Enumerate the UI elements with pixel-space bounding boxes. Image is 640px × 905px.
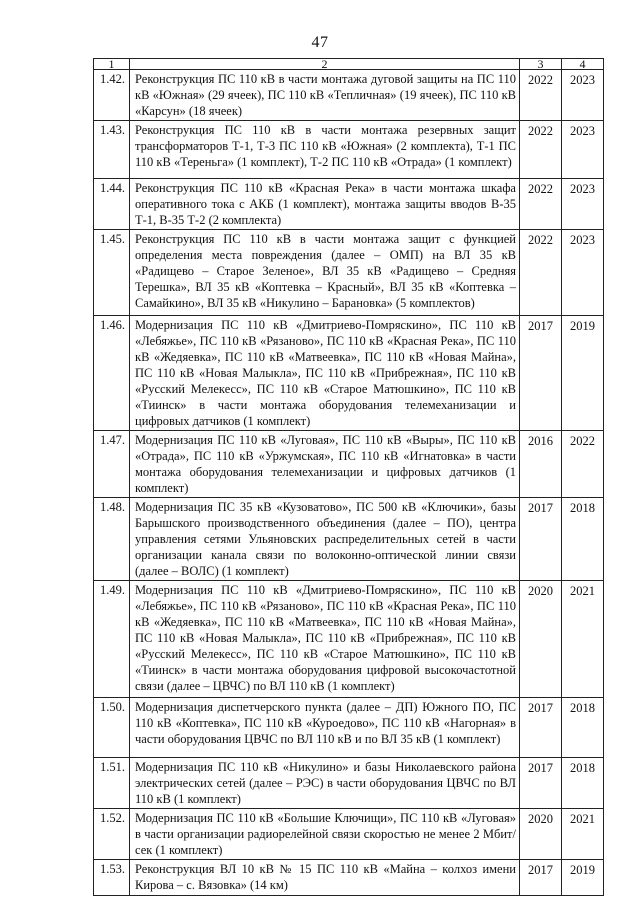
row-end-year: 2018 xyxy=(562,698,604,758)
row-description: Модернизация ПС 110 кВ «Дмитриево-Помряскино», ПС 110 кВ «Лебяжье», ПС 110 кВ «Рязаново», ПС 110 кВ «Красная Река», ПС 110 кВ «Жедяевка», ПС 110 кВ «Матвеевка», ПС 110 кВ «Новая Майна», ПС 110 кВ «Новая Малыкла», ПС 110 кВ «Прибрежная», ПС 110 кВ «Русский Мелекесс», ПС 110 кВ «Старое Матюшкино», ПС 110 кВ «Тиинск» в части монтажа оборудования цифровой высокочастотной связи (далее – ЦВЧС) по ВЛ 110 кВ (1 комплект) xyxy=(130,581,520,698)
row-end-year: 2023 xyxy=(562,70,604,121)
row-description: Реконструкция ПС 110 кВ «Красная Река» в части монтажа шкафа оперативного тока с АКБ (1 комплект), монтажа защиты вводов В-35 Т-1, В-35 Т-2 (2 комплекта) xyxy=(130,179,520,230)
table-row xyxy=(94,698,604,758)
row-end-year: 2023 xyxy=(562,179,604,230)
table-row xyxy=(94,179,604,230)
table-row xyxy=(94,121,604,179)
row-start-year: 2022 xyxy=(520,70,562,121)
table-row xyxy=(94,860,604,896)
row-end-year: 2021 xyxy=(562,809,604,860)
row-description: Реконструкция ПС 110 кВ в части монтажа защит с функцией определения места повреждения (далее – ОМП) на ВЛ 35 кВ «Радищево – Старое Зеленое», ВЛ 35 кВ «Радищево – Средняя Терешка», ВЛ 35 кВ «Коптевка – Красный», ВЛ 35 кВ «Коптевка – Самайкино», ВЛ 35 кВ «Никулино – Барановка» (5 комплектов) xyxy=(130,230,520,316)
table-row xyxy=(94,809,604,860)
row-number: 1.42. xyxy=(94,70,130,121)
table-header-row xyxy=(94,59,604,70)
row-number: 1.52. xyxy=(94,809,130,860)
row-start-year: 2017 xyxy=(520,316,562,431)
table-row xyxy=(94,581,604,698)
row-description: Модернизация ПС 110 кВ «Луговая», ПС 110 кВ «Выры», ПС 110 кВ «Отрада», ПС 110 кВ «Уржумская», ПС 110 кВ «Игнатовка» в части монтажа оборудования телемеханизации и цифровых датчиков (1 комплект) xyxy=(130,431,520,498)
row-start-year: 2016 xyxy=(520,431,562,498)
measures-table xyxy=(93,58,604,896)
row-start-year: 2022 xyxy=(520,179,562,230)
table-row xyxy=(94,431,604,498)
row-end-year: 2019 xyxy=(562,860,604,896)
row-number: 1.44. xyxy=(94,179,130,230)
row-number: 1.49. xyxy=(94,581,130,698)
row-number: 1.45. xyxy=(94,230,130,316)
row-start-year: 2017 xyxy=(520,758,562,809)
row-start-year: 2020 xyxy=(520,581,562,698)
row-start-year: 2022 xyxy=(520,230,562,316)
row-end-year: 2022 xyxy=(562,431,604,498)
row-start-year: 2017 xyxy=(520,860,562,896)
row-end-year: 2018 xyxy=(562,498,604,581)
row-end-year: 2019 xyxy=(562,316,604,431)
row-description: Модернизация диспетчерского пункта (далее – ДП) Южного ПО, ПС 110 кВ «Коптевка», ПС 110 кВ «Куроедово», ПС 110 кВ «Нагорная» в части оборудования ЦВЧС по ВЛ 110 кВ и по ВЛ 35 кВ (1 комплект) xyxy=(130,698,520,758)
row-number: 1.48. xyxy=(94,498,130,581)
row-end-year: 2023 xyxy=(562,230,604,316)
row-description: Реконструкция ВЛ 10 кВ № 15 ПС 110 кВ «Майна – колхоз имени Кирова – с. Вязовка» (14 км) xyxy=(130,860,520,896)
row-description: Реконструкция ПС 110 кВ в части монтажа дуговой защиты на ПС 110 кВ «Южная» (29 ячеек), ПС 110 кВ «Тепличная» (19 ячеек), ПС 110 кВ «Карсун» (18 ячеек) xyxy=(130,70,520,121)
page-number: 47 xyxy=(311,34,329,51)
row-end-year: 2018 xyxy=(562,758,604,809)
row-start-year: 2017 xyxy=(520,698,562,758)
row-description: Модернизация ПС 110 кВ «Дмитриево-Помряскино», ПС 110 кВ «Лебяжье», ПС 110 кВ «Рязаново», ПС 110 кВ «Красная Река», ПС 110 кВ «Жедяевка», ПС 110 кВ «Матвеевка», ПС 110 кВ «Новая Майна», ПС 110 кВ «Новая Малыкла», ПС 110 кВ «Прибрежная», ПС 110 кВ «Русский Мелекесс», ПС 110 кВ «Старое Матюшкино», ПС 110 кВ «Тиинск» в части монтажа оборудования телемеханизации и цифровых датчиков (1 комплект) xyxy=(130,316,520,431)
row-description: Реконструкция ПС 110 кВ в части монтажа резервных защит трансформаторов Т-1, Т-3 ПС 110 кВ «Южная» (2 комплекта), Т-1 ПС 110 кВ «Тереньга» (1 комплект), Т-2 ПС 110 кВ «Отрада» (1 комплект) xyxy=(130,121,520,179)
row-description: Модернизация ПС 110 кВ «Большие Ключищи», ПС 110 кВ «Луговая» в части организации радиорелейной связи скоростью не менее 2 Мбит/сек (1 комплект) xyxy=(130,809,520,860)
table-row xyxy=(94,70,604,121)
row-description: Модернизация ПС 35 кВ «Кузоватово», ПС 500 кВ «Ключики», базы Барышского производственного объединения (далее – ПО), центра управления сетями Ульяновских распределительных сетей в части организации канала связи по волоконно-оптической линии связи (далее – ВОЛС) (1 комплект) xyxy=(130,498,520,581)
column-header-3: 3 xyxy=(520,59,562,70)
table-row xyxy=(94,758,604,809)
table-row xyxy=(94,316,604,431)
row-number: 1.47. xyxy=(94,431,130,498)
column-header-2: 2 xyxy=(130,59,520,70)
row-number: 1.51. xyxy=(94,758,130,809)
row-number: 1.43. xyxy=(94,121,130,179)
row-end-year: 2023 xyxy=(562,121,604,179)
row-start-year: 2022 xyxy=(520,121,562,179)
row-start-year: 2020 xyxy=(520,809,562,860)
table-row xyxy=(94,498,604,581)
row-number: 1.46. xyxy=(94,316,130,431)
row-description: Модернизация ПС 110 кВ «Никулино» и базы Николаевского района электрических сетей (далее – РЭС) в части оборудования ЦВЧС по ВЛ 110 кВ (1 комплект) xyxy=(130,758,520,809)
column-header-4: 4 xyxy=(562,59,604,70)
row-start-year: 2017 xyxy=(520,498,562,581)
table-row xyxy=(94,230,604,316)
row-number: 1.53. xyxy=(94,860,130,896)
column-header-1: 1 xyxy=(94,59,130,70)
row-number: 1.50. xyxy=(94,698,130,758)
row-end-year: 2021 xyxy=(562,581,604,698)
